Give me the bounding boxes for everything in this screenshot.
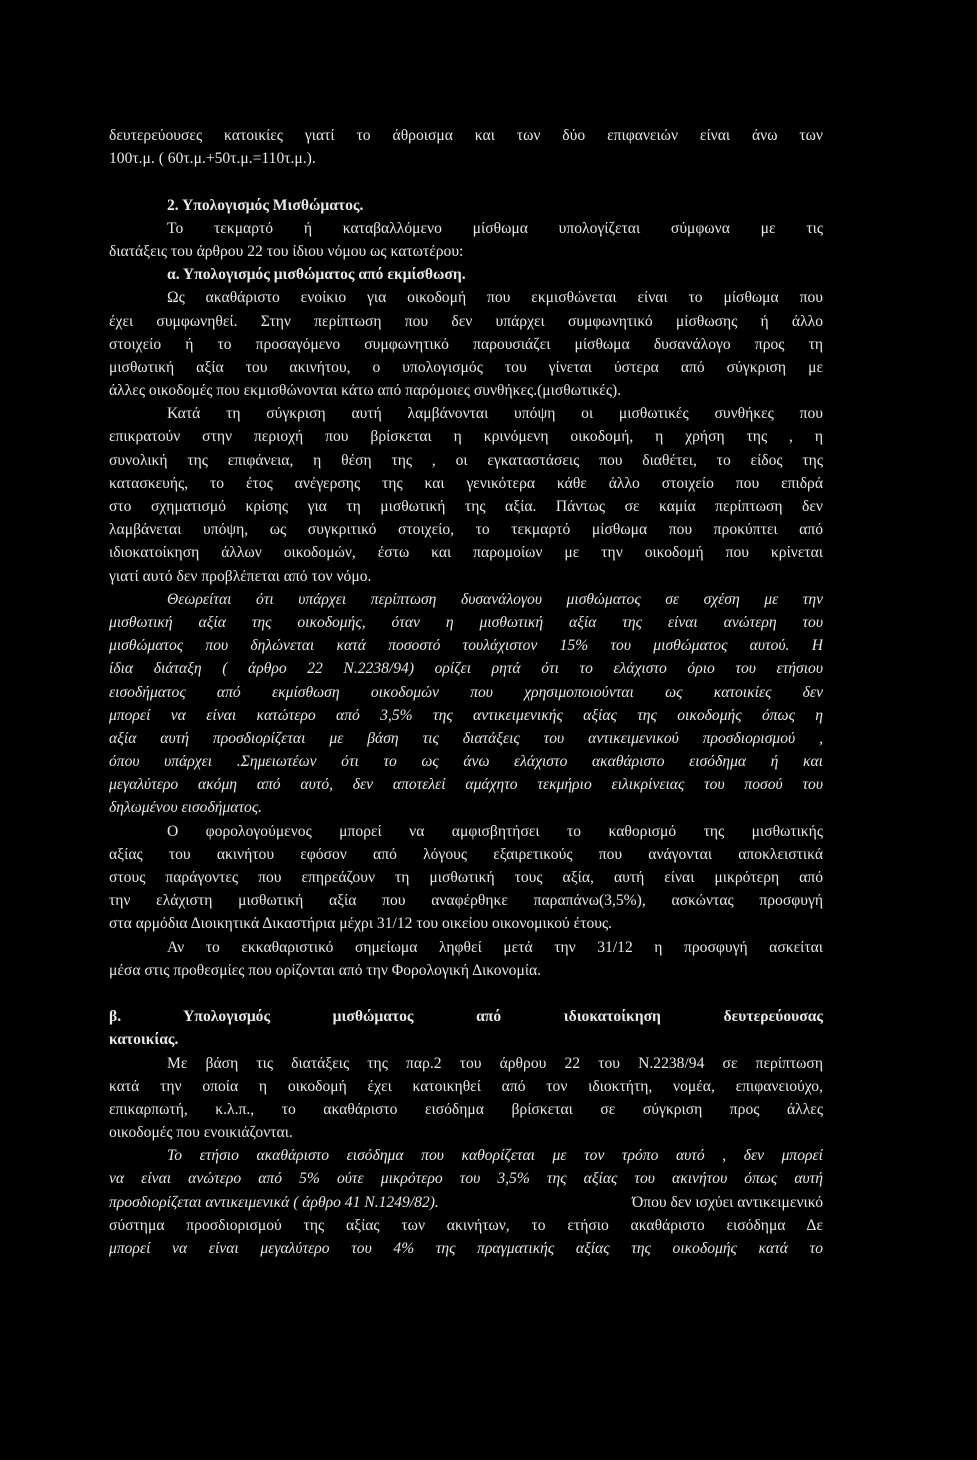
text-line: έχει συμφωνηθεί. Στην περίπτωση που δεν υπάρχει συμφωνητικό μίσθωσης ή άλλο bbox=[109, 312, 823, 330]
text-line: μισθωτική αξία του ακινήτου, ο υπολογισμός του γίνεται ύστερα από σύγκριση με bbox=[109, 358, 823, 376]
section-heading-2: 2. Υπολογισμός Μισθώματος. bbox=[167, 196, 364, 214]
text-line: Ο φορολογούμενος μπορεί να αμφισβητήσει το καθορισμό της μισθωτικής bbox=[167, 822, 823, 840]
text-line: λαμβάνεται υπόψη, ως συγκριτικό στοιχείο, το τεκμαρτό μίσθωμα που προκύπτει από bbox=[109, 521, 823, 539]
text-line: στοιχείο ή το προσαγόμενο συμφωνητικό παρουσιάζει μίσθωμα δυσανάλογο προς τη bbox=[109, 335, 823, 353]
text-line: επικαρπωτή, κ.λ.π., το ακαθάριστο εισόδημα βρίσκεται σε σύγκριση προς άλλες bbox=[109, 1100, 823, 1118]
text-line: κατά την οποία η οικοδομή έχει κατοικηθεί από τον ιδιοκτήτη, νομέα, επιφανειούχο, bbox=[109, 1077, 823, 1095]
text-line: Αν το εκκαθαριστικό σημείωμα ληφθεί μετά την 31/12 η προσφυγή ασκείται bbox=[167, 938, 823, 956]
text-line: Κατά τη σύγκριση αυτή λαμβάνονται υπόψη οι μισθωτικές συνθήκες που bbox=[167, 405, 823, 423]
italic-text-line: μεγαλύτερο ακόμη από αυτό, δεν αποτελεί αμάχητο τεκμήριο ειλικρίνειας του ποσού του bbox=[109, 776, 823, 794]
italic-text-line: μισθώματος που δηλώνεται κατά ποσοστό τουλάχιστον 15% του μισθώματος αυτού. Η bbox=[109, 637, 823, 655]
italic-text-line: ίδια διάταξη ( άρθρο 22 Ν.2238/94) ορίζει ρητά ότι το ελάχιστο όριο του ετήσιου bbox=[109, 660, 823, 678]
italic-text-line: Θεωρείται ότι υπάρχει περίπτωση δυσανάλογου μισθώματος σε σχέση με την bbox=[167, 590, 823, 608]
text-line: Με βάση τις διατάξεις της παρ.2 του άρθρου 22 του Ν.2238/94 σε περίπτωση bbox=[167, 1054, 823, 1072]
italic-text-line: δηλωμένου εισοδήματος. bbox=[109, 799, 263, 817]
subsection-heading-b: β. Υπολογισμός μισθώματος από ιδιοκατοίκηση δευτερεύουσας bbox=[109, 1008, 823, 1026]
text-line: στο σχηματισμό κρίσης για τη μισθωτική της αξία. Πάντως σε καμία περίπτωση δεν bbox=[109, 498, 823, 515]
italic-text-line: Το ετήσιο ακαθάριστο εισόδημα που καθορίζεται με τον τρόπο αυτό , δεν μπορεί bbox=[167, 1147, 823, 1165]
text-line: την ελάχιστη μισθωτική αξία που αναφέρθηκε παραπάνω(3,5%), ασκώντας προσφυγή bbox=[109, 892, 823, 910]
italic-text-line: μπορεί να είναι κατώτερο από 3,5% της αντικειμενικής αξίας της οικοδομής όπως η bbox=[109, 706, 823, 724]
subsection-heading-b-cont: κατοικίας. bbox=[109, 1031, 179, 1049]
italic-text-span: προσδιορίζεται αντικειμενικά ( άρθρο 41 Ν.1249/82). bbox=[109, 1193, 439, 1211]
text-line: στους παράγοντες που επηρεάζουν τη μισθωτική τους αξία, αυτή είναι μικρότερη από bbox=[109, 869, 823, 886]
text-line: οικοδομές που ενοικιάζονται. bbox=[109, 1124, 293, 1142]
text-line: ιδιοκατοίκηση άλλων οικοδομών, έστω και παρομοίων με την οικοδομή που κρίνεται bbox=[109, 544, 823, 562]
italic-text-line: όπου υπάρχει .Σημειωτέων ότι το ως άνω ελάχιστο ακαθάριστο εισόδημα ή και bbox=[109, 753, 823, 771]
blank-line bbox=[109, 982, 823, 1005]
subsection-heading-a: α. Υπολογισμός μισθώματος από εκμίσθωση. bbox=[167, 266, 466, 284]
text-line: στα αρμόδια Διοικητικά Δικαστήρια μέχρι 31/12 του οικείου οικονομικού έτους. bbox=[109, 915, 613, 933]
text-line: μέσα στις προθεσμίες που ορίζονται από την Φορολογική Δικονομία. bbox=[109, 961, 542, 979]
text-line: αξίας του ακινήτου εφόσον από λόγους εξαιρετικούς που ανάγονται αποκλειστικά bbox=[109, 845, 823, 863]
text-line: κατασκευής, το έτος ανέγερσης της και γενικότερα κάθε άλλο στοιχείο που επιδρά bbox=[109, 474, 823, 492]
text-line: άλλες οικοδομές που εκμισθώνονται κάτω από παρόμοιες συνθήκες.(μισθωτικές). bbox=[109, 382, 622, 400]
text-line: 100τ.μ. ( 60τ.μ.+50τ.μ.=110τ.μ.). bbox=[109, 150, 316, 168]
italic-text-line: αξία αυτή προσδιορίζεται με βάση τις διατάξεις του αντικειμενικού προσδιορισμού , bbox=[109, 729, 823, 747]
text-line: επικρατούν στην περιοχή που βρίσκεται η κρινόμενη οικοδομή, η χρήση της , η bbox=[109, 428, 823, 446]
text-line: συνολική της επιφάνεια, η θέση της , οι εγκαταστάσεις που διαθέτει, το είδος της bbox=[109, 451, 823, 469]
text-line: Το τεκμαρτό ή καταβαλλόμενο μίσθωμα υπολογίζεται σύμφωνα με τις bbox=[167, 219, 823, 237]
mixed-text-line bbox=[109, 1191, 823, 1214]
blank-line bbox=[109, 170, 823, 193]
italic-text-line: μπορεί να είναι μεγαλύτερο του 4% της πραγματικής αξίας της οικοδομής κατά το bbox=[109, 1240, 823, 1257]
text-span: Όπου δεν ισχύει αντικειμενικό bbox=[631, 1193, 823, 1211]
text-line: γιατί αυτό δεν προβλέπεται από τον νόμο. bbox=[109, 567, 372, 585]
italic-text-line: μισθωτική αξία της οικοδομής, όταν η μισθωτική αξία της είναι ανώτερη του bbox=[109, 613, 823, 631]
text-line: δευτερεύουσες κατοικίες γιατί το άθροισμα και των δύο επιφανειών είναι άνω των bbox=[109, 127, 823, 144]
text-line: σύστημα προσδιορισμού της αξίας των ακινήτων, το ετήσιο ακαθάριστο εισόδημα Δε bbox=[109, 1216, 823, 1234]
text-line: διατάξεις του άρθρου 22 του ίδιου νόμου ως κατωτέρου: bbox=[109, 242, 464, 260]
text-line: Ως ακαθάριστο ενοίκιο για οικοδομή που εκμισθώνεται είναι το μίσθωμα που bbox=[167, 289, 823, 307]
italic-text-line: να είναι ανώτερο από 5% ούτε μικρότερο του 3,5% της αξίας του ακινήτου όπως αυτή bbox=[109, 1170, 823, 1188]
document-text bbox=[109, 124, 823, 1260]
italic-text-line: εισοδήματος από εκμίσθωση οικοδομών που χρησιμοποιούνται ως κατοικίες δεν bbox=[109, 683, 823, 701]
